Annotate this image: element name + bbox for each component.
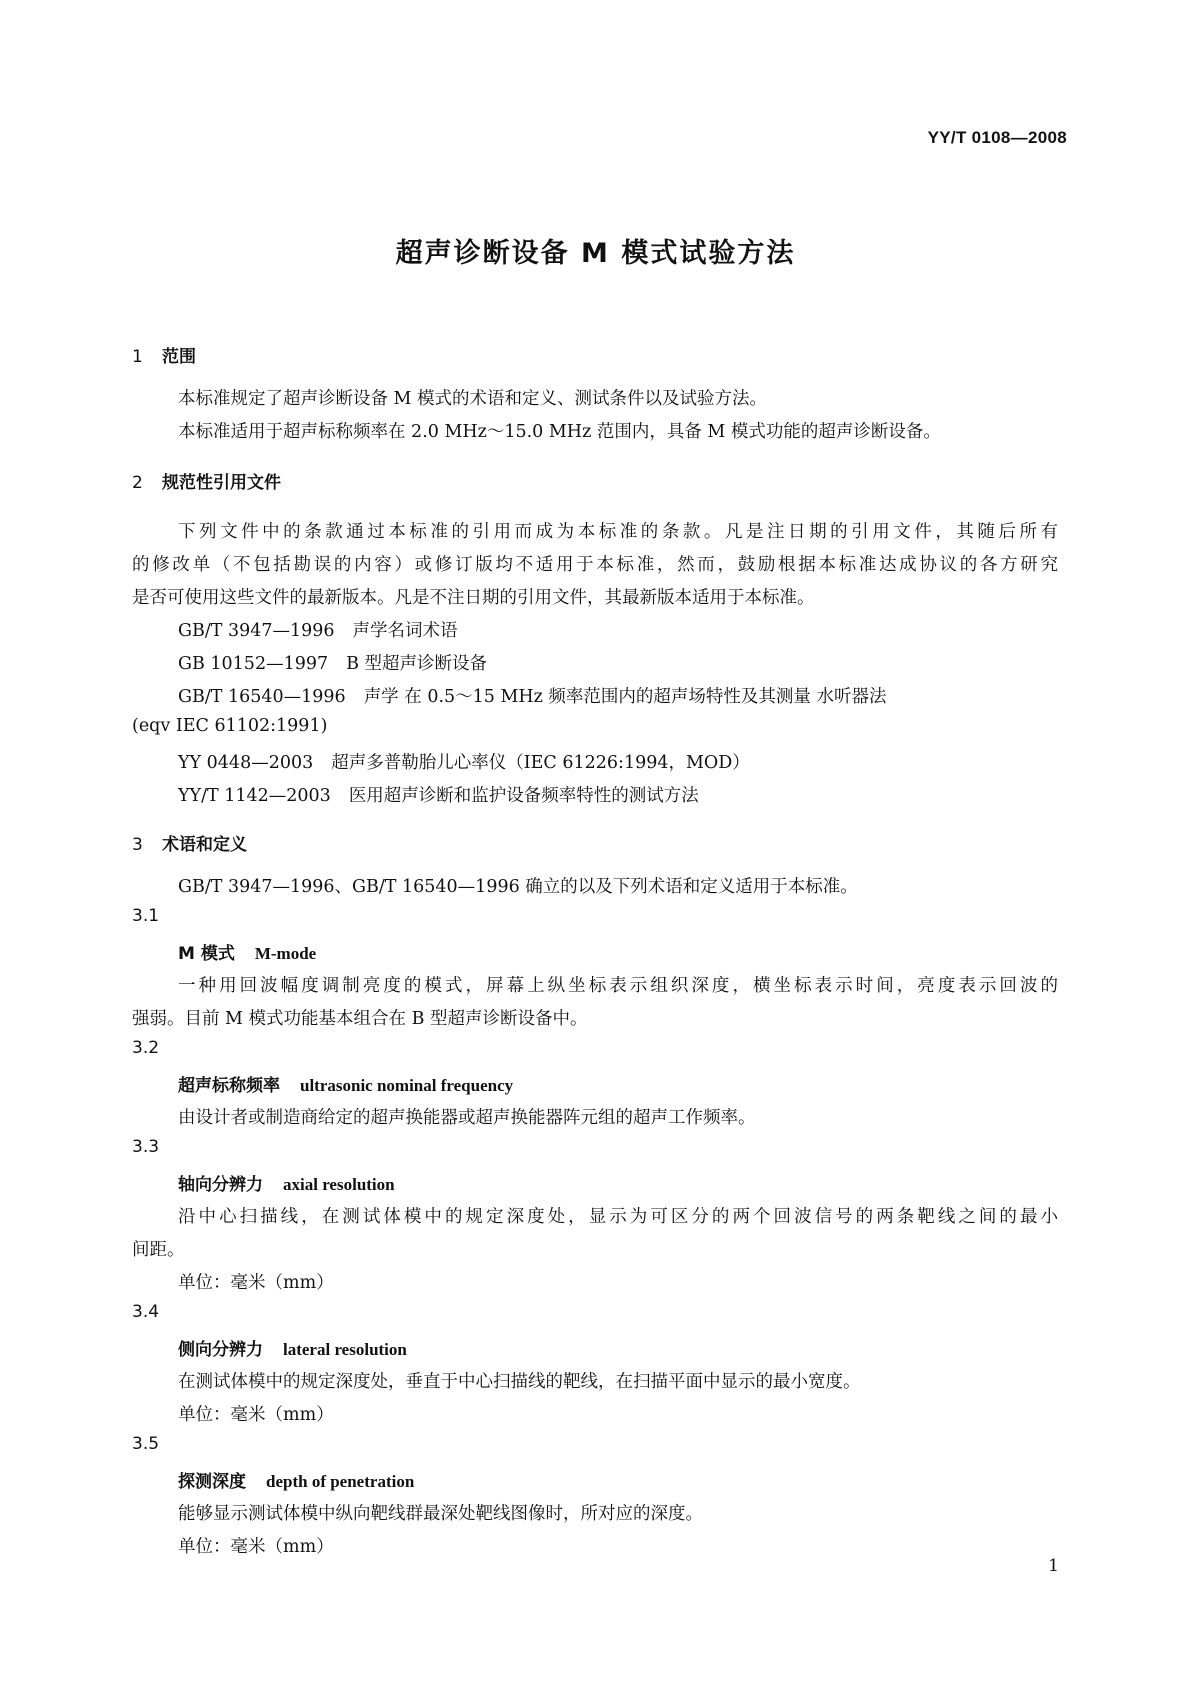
section-number: 3 bbox=[132, 835, 143, 855]
subclause-number: 3.4 bbox=[132, 1302, 160, 1322]
subclause-number: 3.1 bbox=[132, 906, 160, 926]
definition-line: 能够显示测试体模中纵向靶线群最深处靶线图像时，所对应的深度。 bbox=[178, 1504, 703, 1524]
paragraph: 本标准适用于超声标称频率在 2.0 MHz～15.0 MHz 范围内，具备 M 模式功能的超声诊断设备。 bbox=[178, 422, 941, 442]
section-title: 规范性引用文件 bbox=[162, 473, 281, 493]
paragraph-line: 的修改单（不包括勘误的内容）或修订版均不适用于本标准，然而，鼓励根据本标准达成协议的各方研究 bbox=[132, 555, 1058, 575]
section-1-heading bbox=[132, 342, 196, 367]
term-en: depth of penetration bbox=[266, 1472, 415, 1491]
reference-title: 声学 在 0.5～15 MHz 频率范围内的超声场特性及其测量 水听器法 bbox=[363, 687, 887, 707]
definition-line: 一种用回波幅度调制亮度的模式，屏幕上纵坐标表示组织深度，横坐标表示时间，亮度表示回波的 bbox=[178, 976, 1058, 996]
unit-line: 单位：毫米（mm） bbox=[178, 1537, 334, 1557]
section-title: 范围 bbox=[162, 347, 196, 367]
definition-line: 间距。 bbox=[132, 1240, 185, 1260]
subclause-number: 3.3 bbox=[132, 1137, 160, 1157]
reference-item bbox=[178, 683, 1058, 708]
unit-line: 单位：毫米（mm） bbox=[178, 1405, 334, 1425]
term-zh: 轴向分辨力 bbox=[178, 1175, 263, 1195]
reference-code: GB/T 3947—1996 bbox=[178, 621, 335, 641]
section-number: 2 bbox=[132, 473, 143, 493]
term-heading bbox=[178, 1170, 395, 1195]
paragraph-line: 是否可使用这些文件的最新版本。凡是不注日期的引用文件，其最新版本适用于本标准。 bbox=[132, 588, 815, 608]
term-zh: M 模式 bbox=[178, 944, 235, 964]
section-number: 1 bbox=[132, 347, 143, 367]
reference-item bbox=[178, 782, 699, 807]
definition-line: 沿中心扫描线，在测试体模中的规定深度处，显示为可区分的两个回波信号的两条靶线之间的最小 bbox=[178, 1207, 1058, 1227]
standard-number: YY/T 0108—2008 bbox=[927, 128, 1067, 147]
reference-title: B 型超声诊断设备 bbox=[346, 654, 488, 674]
definition-line: 强弱。目前 M 模式功能基本组合在 B 型超声诊断设备中。 bbox=[132, 1009, 588, 1029]
term-heading bbox=[178, 1335, 407, 1360]
reference-title: 超声多普勒胎儿心率仪（IEC 61226:1994，MOD） bbox=[331, 753, 750, 773]
term-zh: 侧向分辨力 bbox=[178, 1340, 263, 1360]
reference-code: YY/T 1142—2003 bbox=[178, 786, 331, 806]
reference-title: 声学名词术语 bbox=[352, 621, 458, 641]
reference-code: GB 10152—1997 bbox=[178, 654, 329, 674]
term-heading bbox=[178, 939, 316, 964]
term-zh: 探测深度 bbox=[178, 1472, 246, 1492]
document-title: 超声诊断设备 M 模式试验方法 bbox=[395, 238, 796, 269]
term-heading bbox=[178, 1071, 513, 1096]
unit-line: 单位：毫米（mm） bbox=[178, 1273, 334, 1293]
term-en: ultrasonic nominal frequency bbox=[300, 1076, 514, 1095]
paragraph: GB/T 3947—1996、GB/T 16540—1996 确立的以及下列术语和定义适用于本标准。 bbox=[178, 877, 858, 897]
term-en: axial resolution bbox=[283, 1175, 395, 1194]
section-2-heading bbox=[132, 468, 281, 493]
reference-item bbox=[178, 749, 750, 774]
reference-continuation: (eqv IEC 61102:1991) bbox=[132, 716, 328, 736]
subclause-number: 3.5 bbox=[132, 1434, 160, 1454]
definition-line: 在测试体模中的规定深度处，垂直于中心扫描线的靶线，在扫描平面中显示的最小宽度。 bbox=[178, 1372, 861, 1392]
term-heading bbox=[178, 1467, 414, 1492]
subclause-number: 3.2 bbox=[132, 1038, 160, 1058]
term-zh: 超声标称频率 bbox=[178, 1076, 280, 1096]
section-title: 术语和定义 bbox=[162, 835, 247, 855]
reference-item bbox=[178, 617, 458, 642]
paragraph: 本标准规定了超声诊断设备 M 模式的术语和定义、测试条件以及试验方法。 bbox=[178, 389, 768, 409]
reference-code: GB/T 16540—1996 bbox=[178, 687, 346, 707]
reference-title: 医用超声诊断和监护设备频率特性的测试方法 bbox=[348, 786, 699, 806]
reference-item bbox=[178, 650, 487, 675]
term-en: lateral resolution bbox=[283, 1340, 407, 1359]
reference-code: YY 0448—2003 bbox=[178, 753, 314, 773]
term-en: M-mode bbox=[254, 944, 317, 963]
page-number: 1 bbox=[1048, 1556, 1059, 1576]
definition-line: 由设计者或制造商给定的超声换能器或超声换能器阵元组的超声工作频率。 bbox=[178, 1108, 756, 1128]
paragraph-line: 下列文件中的条款通过本标准的引用而成为本标准的条款。凡是注日期的引用文件，其随后所有 bbox=[178, 522, 1058, 542]
section-3-heading bbox=[132, 830, 247, 855]
